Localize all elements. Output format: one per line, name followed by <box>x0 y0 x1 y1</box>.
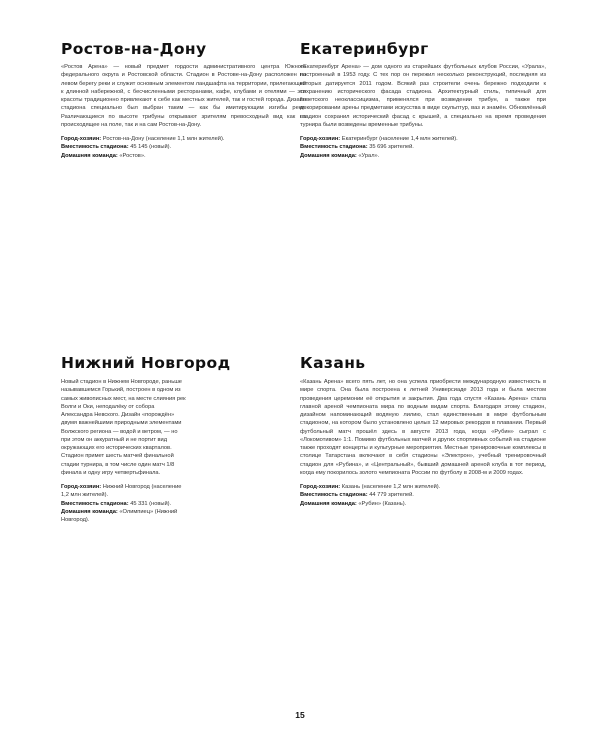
fact-label: Вместимость стадиона: <box>61 500 129 507</box>
fact-home-team <box>300 500 546 508</box>
section-nizhny-novgorod <box>61 354 301 524</box>
fact-capacity <box>61 500 187 508</box>
fact-label: Вместимость стадиона: <box>61 144 129 151</box>
fact-label: Домашняя команда: <box>300 152 357 159</box>
fact-home-team <box>61 508 187 525</box>
fact-value: 44 779 зрителей. <box>369 492 414 499</box>
facts-block <box>300 135 546 160</box>
facts-block <box>61 483 187 524</box>
fact-value: Казань (население 1,2 млн жителей). <box>341 484 441 490</box>
section-title: Екатеринбург <box>300 40 429 58</box>
fact-home-team <box>300 152 546 160</box>
fact-host-city <box>300 483 546 491</box>
section-title: Ростов-на-Дону <box>61 40 207 58</box>
section-body: «Ростов Арена» — новый предмет гордости административного центра Южного федерального округа и Ростовской области. Стадион в Ростове-на-Дону расположен на левом берегу реки и служит основным элементом ландшафта на территории, прилегающей к длинной набережной, с бесчисленными ресторанами, кафе, клубами и отелями — эти красоты традиционно привлекают к себе как местных жителей, так и гостей города. Дизайн стадиона специально был выбран таким — как бы имитирующим изгибы реки. Различающиеся по высоте трибуны открывают зрителям превосходный вид как на происходящее на поле, так и на сам Ростов-на-Дону. <box>61 64 306 128</box>
section-kazan <box>300 354 546 508</box>
fact-label: Город-хозяин: <box>61 136 102 142</box>
fact-value: «Рубин» (Казань). <box>358 500 407 507</box>
section-body: «Екатеринбург Арена» — дом одного из старейших футбольных клубов России, «Урала», построенный в 1953 году. С тех пор он пережил несколько реконструкций, последняя из которых датируется 2011 годом. Всякий раз строители очень бережно подходили к сохранению исторического фасада стадиона. Архитектурный стиль, типичный для советского неоклассицизма, применялся при возведении трибун, а также при декорировании арены предметами искусства в виде скульптур, ваз и знамён. Обновлённый стадион сохранил исторический фасад с крышей, а специально на время проведения турнира были возведены временные трибуны. <box>300 64 546 128</box>
fact-label: Домашняя команда: <box>61 152 118 159</box>
fact-label: Город-хозяин: <box>300 136 341 142</box>
fact-value: 45 331 (новый). <box>130 500 172 507</box>
fact-label: Вместимость стадиона: <box>300 492 368 499</box>
fact-value: 35 696 зрителей. <box>369 144 414 151</box>
section-rostov <box>61 40 306 160</box>
fact-label: Город-хозяин: <box>300 484 341 490</box>
fact-capacity <box>300 143 546 151</box>
fact-label: Домашняя команда: <box>300 500 357 507</box>
fact-capacity <box>300 491 546 499</box>
section-body: «Казань Арена» всего пять лет, но она успела приобрести международную известность в мире спорта. Она была построена к летней Универсиаде 2013 года и была местом проведения церемонии её открытия и закрытия. Два года спустя «Казань Арена» стала главной ареной чемпионата мира по водным видам спорта. Благодаря этому стадион, дизайном напоминающий водяную лилию, стал единственным в мире футбольным стадионом, на котором было установлено целых 12 мировых рекордов в плавании. Первый футбольный матч прошёл здесь в августе 2013 года, когда «Рубин» сыграл с «Локомотивом» 1:1. Помимо футбольных матчей и других спортивных событий на стадионе также проходят концерты и культурные мероприятия. Местные тренировочные комплексы в столице Татарстана включают в себя стадионы «Электрон», учебный тренировочный стадион для «Рубина», и «Центральный», бывший домашней ареной клуба в тот период, когда ему покорилось золото чемпионата России по футболу в 2008-м и 2009 годах. <box>300 379 546 476</box>
fact-value: Екатеринбург (население 1,4 млн жителей). <box>341 136 458 142</box>
page-number: 15 <box>295 710 305 720</box>
section-body: Новый стадион в Нижнем Новгороде, раньше называвшемся Горький, построен в одном из самых живописных мест, на месте слияния рек Волги и Оки, неподалёку от собора Александра Невского. Дизайн «порождён» двумя важнейшими природными элементами Волжского региона — водой и ветром, — но при этом он аккуратный и не портит вид окружающих его исторических кварталов. Стадион примет шесть матчей финальной стадии турнира, в том числе один матч 1/8 финала и одну игру четвертьфинала. <box>61 379 186 476</box>
facts-block <box>61 135 306 160</box>
section-yekaterinburg <box>300 40 546 160</box>
fact-home-team <box>61 152 306 160</box>
fact-value: Ростов-на-Дону (население 1,1 млн жителей). <box>102 136 225 142</box>
fact-host-city <box>61 483 187 500</box>
fact-value: «Ростов». <box>119 152 146 159</box>
facts-block <box>300 483 546 508</box>
fact-value: Нижний Новгород (население 1,2 млн жителей). <box>61 484 182 499</box>
fact-label: Город-хозяин: <box>61 484 102 490</box>
fact-capacity <box>61 143 306 151</box>
fact-value: 45 145 (новый). <box>130 144 172 151</box>
fact-label: Домашняя команда: <box>61 508 118 515</box>
fact-host-city <box>300 135 546 143</box>
section-title: Нижний Новгород <box>61 354 231 372</box>
fact-host-city <box>61 135 306 143</box>
fact-label: Вместимость стадиона: <box>300 144 368 151</box>
fact-value: «Урал». <box>358 152 380 159</box>
section-title: Казань <box>300 354 366 372</box>
fact-value: «Олимпиец» (Нижний Новгород). <box>61 508 178 523</box>
